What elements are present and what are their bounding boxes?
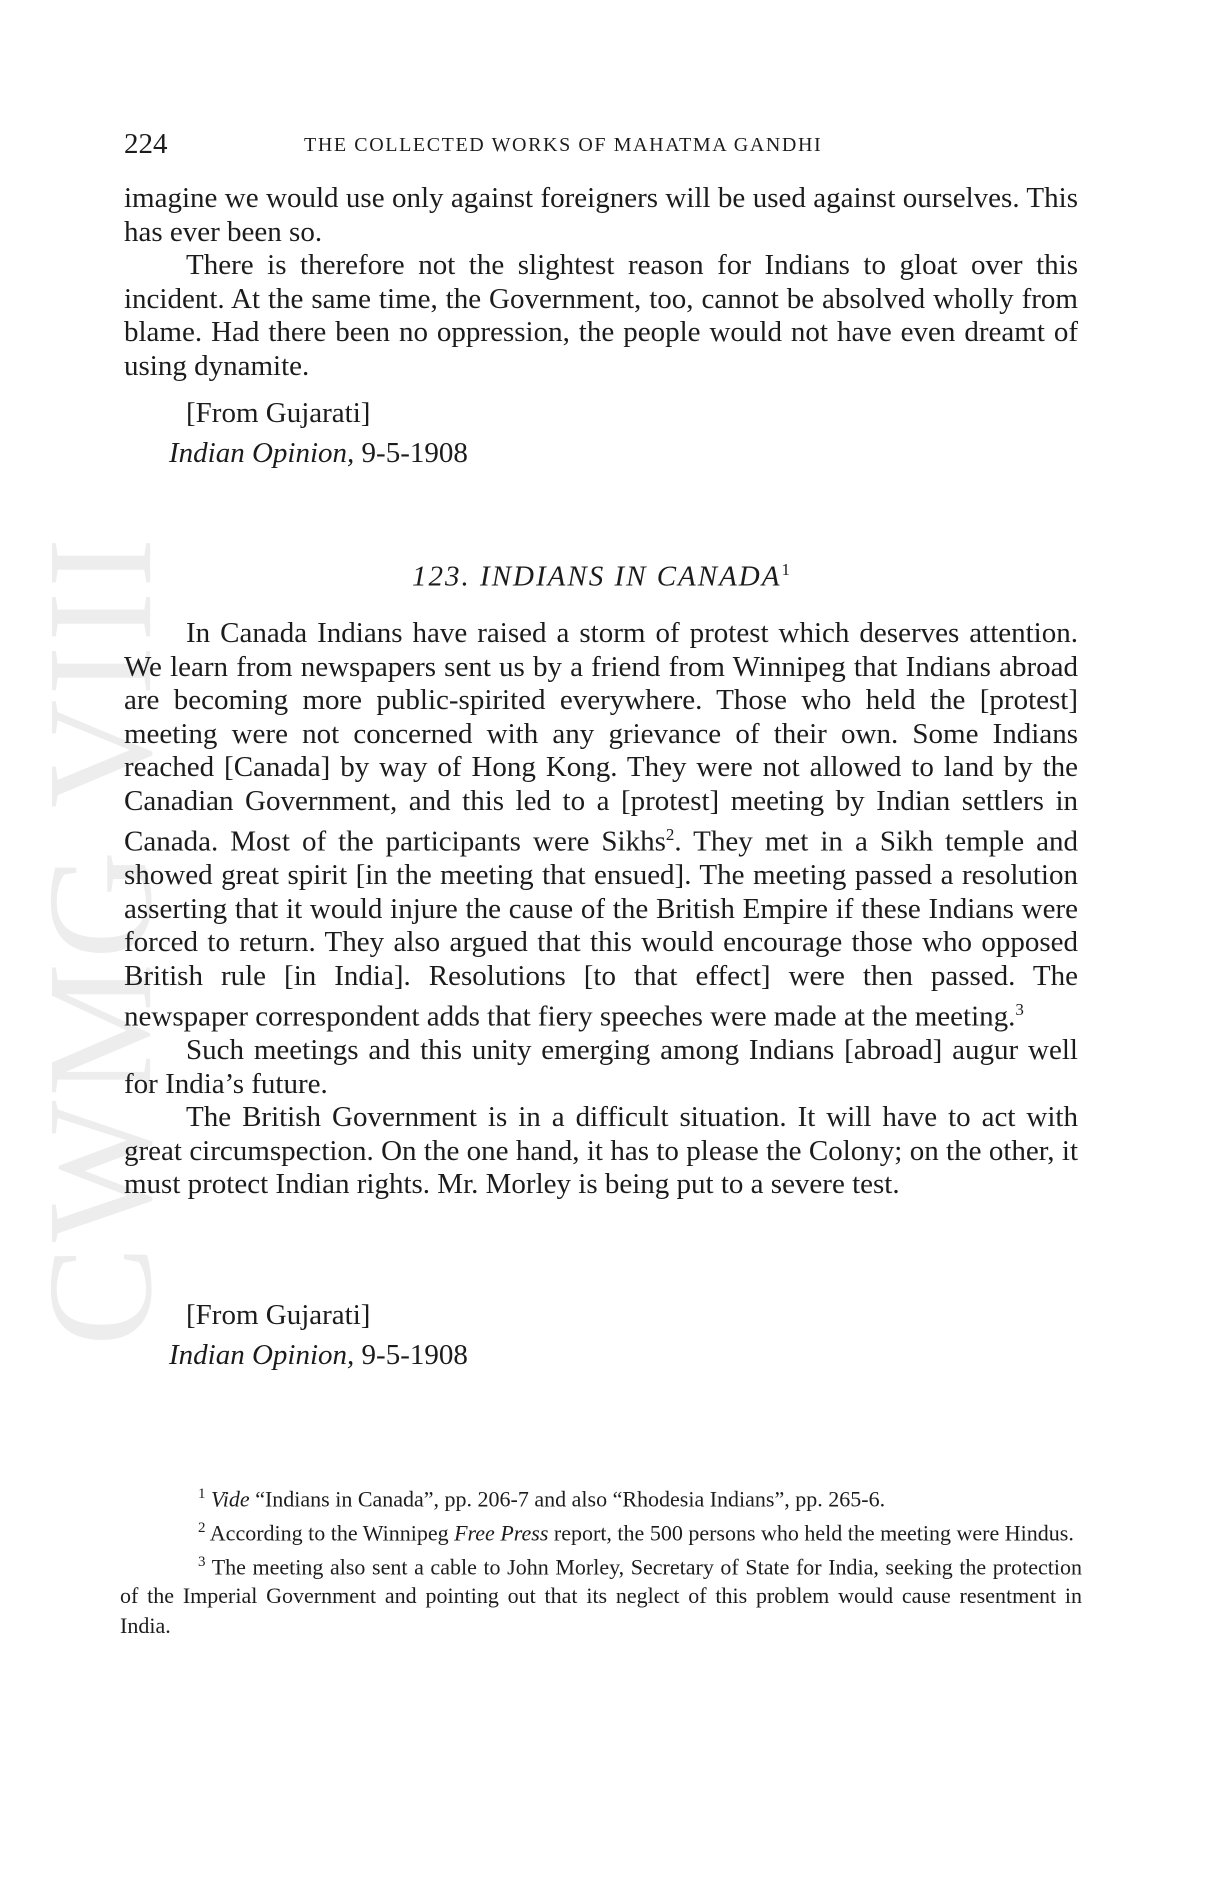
footnotes [120, 1480, 1082, 1640]
citation [169, 1336, 468, 1374]
footnote-text: According to the Winnipeg [205, 1520, 455, 1546]
paragraph: The British Government is in a difficult situation. It will have to act with great circumspection. On the one hand, it has to please the Colony; on the other, it must protect Indian rights. Mr. Morley is being put to a severe test. [124, 1101, 1078, 1201]
article-title-text: 123. INDIANS IN CANADA [412, 560, 782, 593]
footnote-mark: 2 [198, 1519, 206, 1536]
source-note: [From Gujarati] [186, 1299, 371, 1331]
source-note: [From Gujarati] [186, 397, 371, 429]
publication-date: 9-5-1908 [361, 1339, 468, 1371]
footnote-ref: 1 [781, 560, 790, 579]
publication-date: 9-5-1908 [361, 437, 468, 469]
footnote [120, 1548, 1082, 1641]
footnote [120, 1514, 1082, 1548]
footnote-text: “Indians in Canada”, pp. 206-7 and also “Rhodesia Indians”, pp. 265-6. [249, 1486, 886, 1512]
paragraph: There is therefore not the slightest reason for Indians to gloat over this incident. At the same time, the Government, too, cannot be absolved wholly from blame. Had there been no oppression, the people would not have even dreamt of using dynamite. [124, 249, 1078, 382]
publication-name: Indian Opinion, [169, 1339, 355, 1371]
running-title: THE COLLECTED WORKS OF MAHATMA GANDHI [304, 134, 823, 156]
paragraph: imagine we would use only against foreigners will be used against ourselves. This has ever been so. [124, 182, 1078, 248]
publication-name: Indian Opinion, [169, 437, 355, 469]
watermark-text: CWMG VIII [17, 533, 184, 1347]
footnote-text: report, the 500 persons who held the meeting were Hindus. [548, 1520, 1074, 1546]
footnote-mark: 3 [198, 1553, 206, 1570]
watermark [17, 500, 184, 1380]
footnote [120, 1480, 1082, 1514]
footnote-italic: Vide [211, 1486, 250, 1512]
article-title [124, 560, 1078, 594]
paragraph [124, 617, 1078, 1034]
footnote-italic: Free Press [454, 1520, 549, 1546]
running-head [124, 128, 1078, 168]
page-number: 224 [124, 128, 168, 160]
footnote-mark: 1 [198, 1486, 206, 1502]
citation [169, 434, 468, 472]
footnote-ref: 3 [1015, 1000, 1024, 1020]
footnote-text: The meeting also sent a cable to John Morley, Secretary of State for India, seeking the protection of the Imperial Government and pointing out that its neglect of this problem would cause resentment in India. [120, 1553, 1082, 1638]
previous-article-text [124, 182, 1078, 383]
footnote-ref: 2 [665, 825, 675, 844]
paragraph: Such meetings and this unity emerging among Indians [abroad] augur well for India’s future. [124, 1034, 1078, 1100]
paragraph-text: In Canada Indians have raised a storm of protest which deserves attention. We learn from newspapers sent us by a friend from Winnipeg that Indians abroad are becoming more public-spirited everywhere. Those who held the [protest] meeting were not concerned with any grievance of their own. Some Indians reached [Canada] by way of Hong Kong. They were not allowed to land by the Canadian Government, and this led to a [protest] meeting by Indian settlers in Canada. Most of the participants were Sikhs [124, 617, 1078, 858]
article-text [124, 617, 1078, 1202]
paragraph-text: . They met in a Sikh temple and showed great spirit [in the meeting that ensued]. The meeting passed a resolution asserting that it would injure the cause of the British Empire if these Indians were forced to return. They also argued that this would encourage those who opposed British rule [in India]. Resolutions [to that effect] were then passed. The newspaper correspondent adds that fiery speeches were made at the meeting. [124, 825, 1079, 1033]
